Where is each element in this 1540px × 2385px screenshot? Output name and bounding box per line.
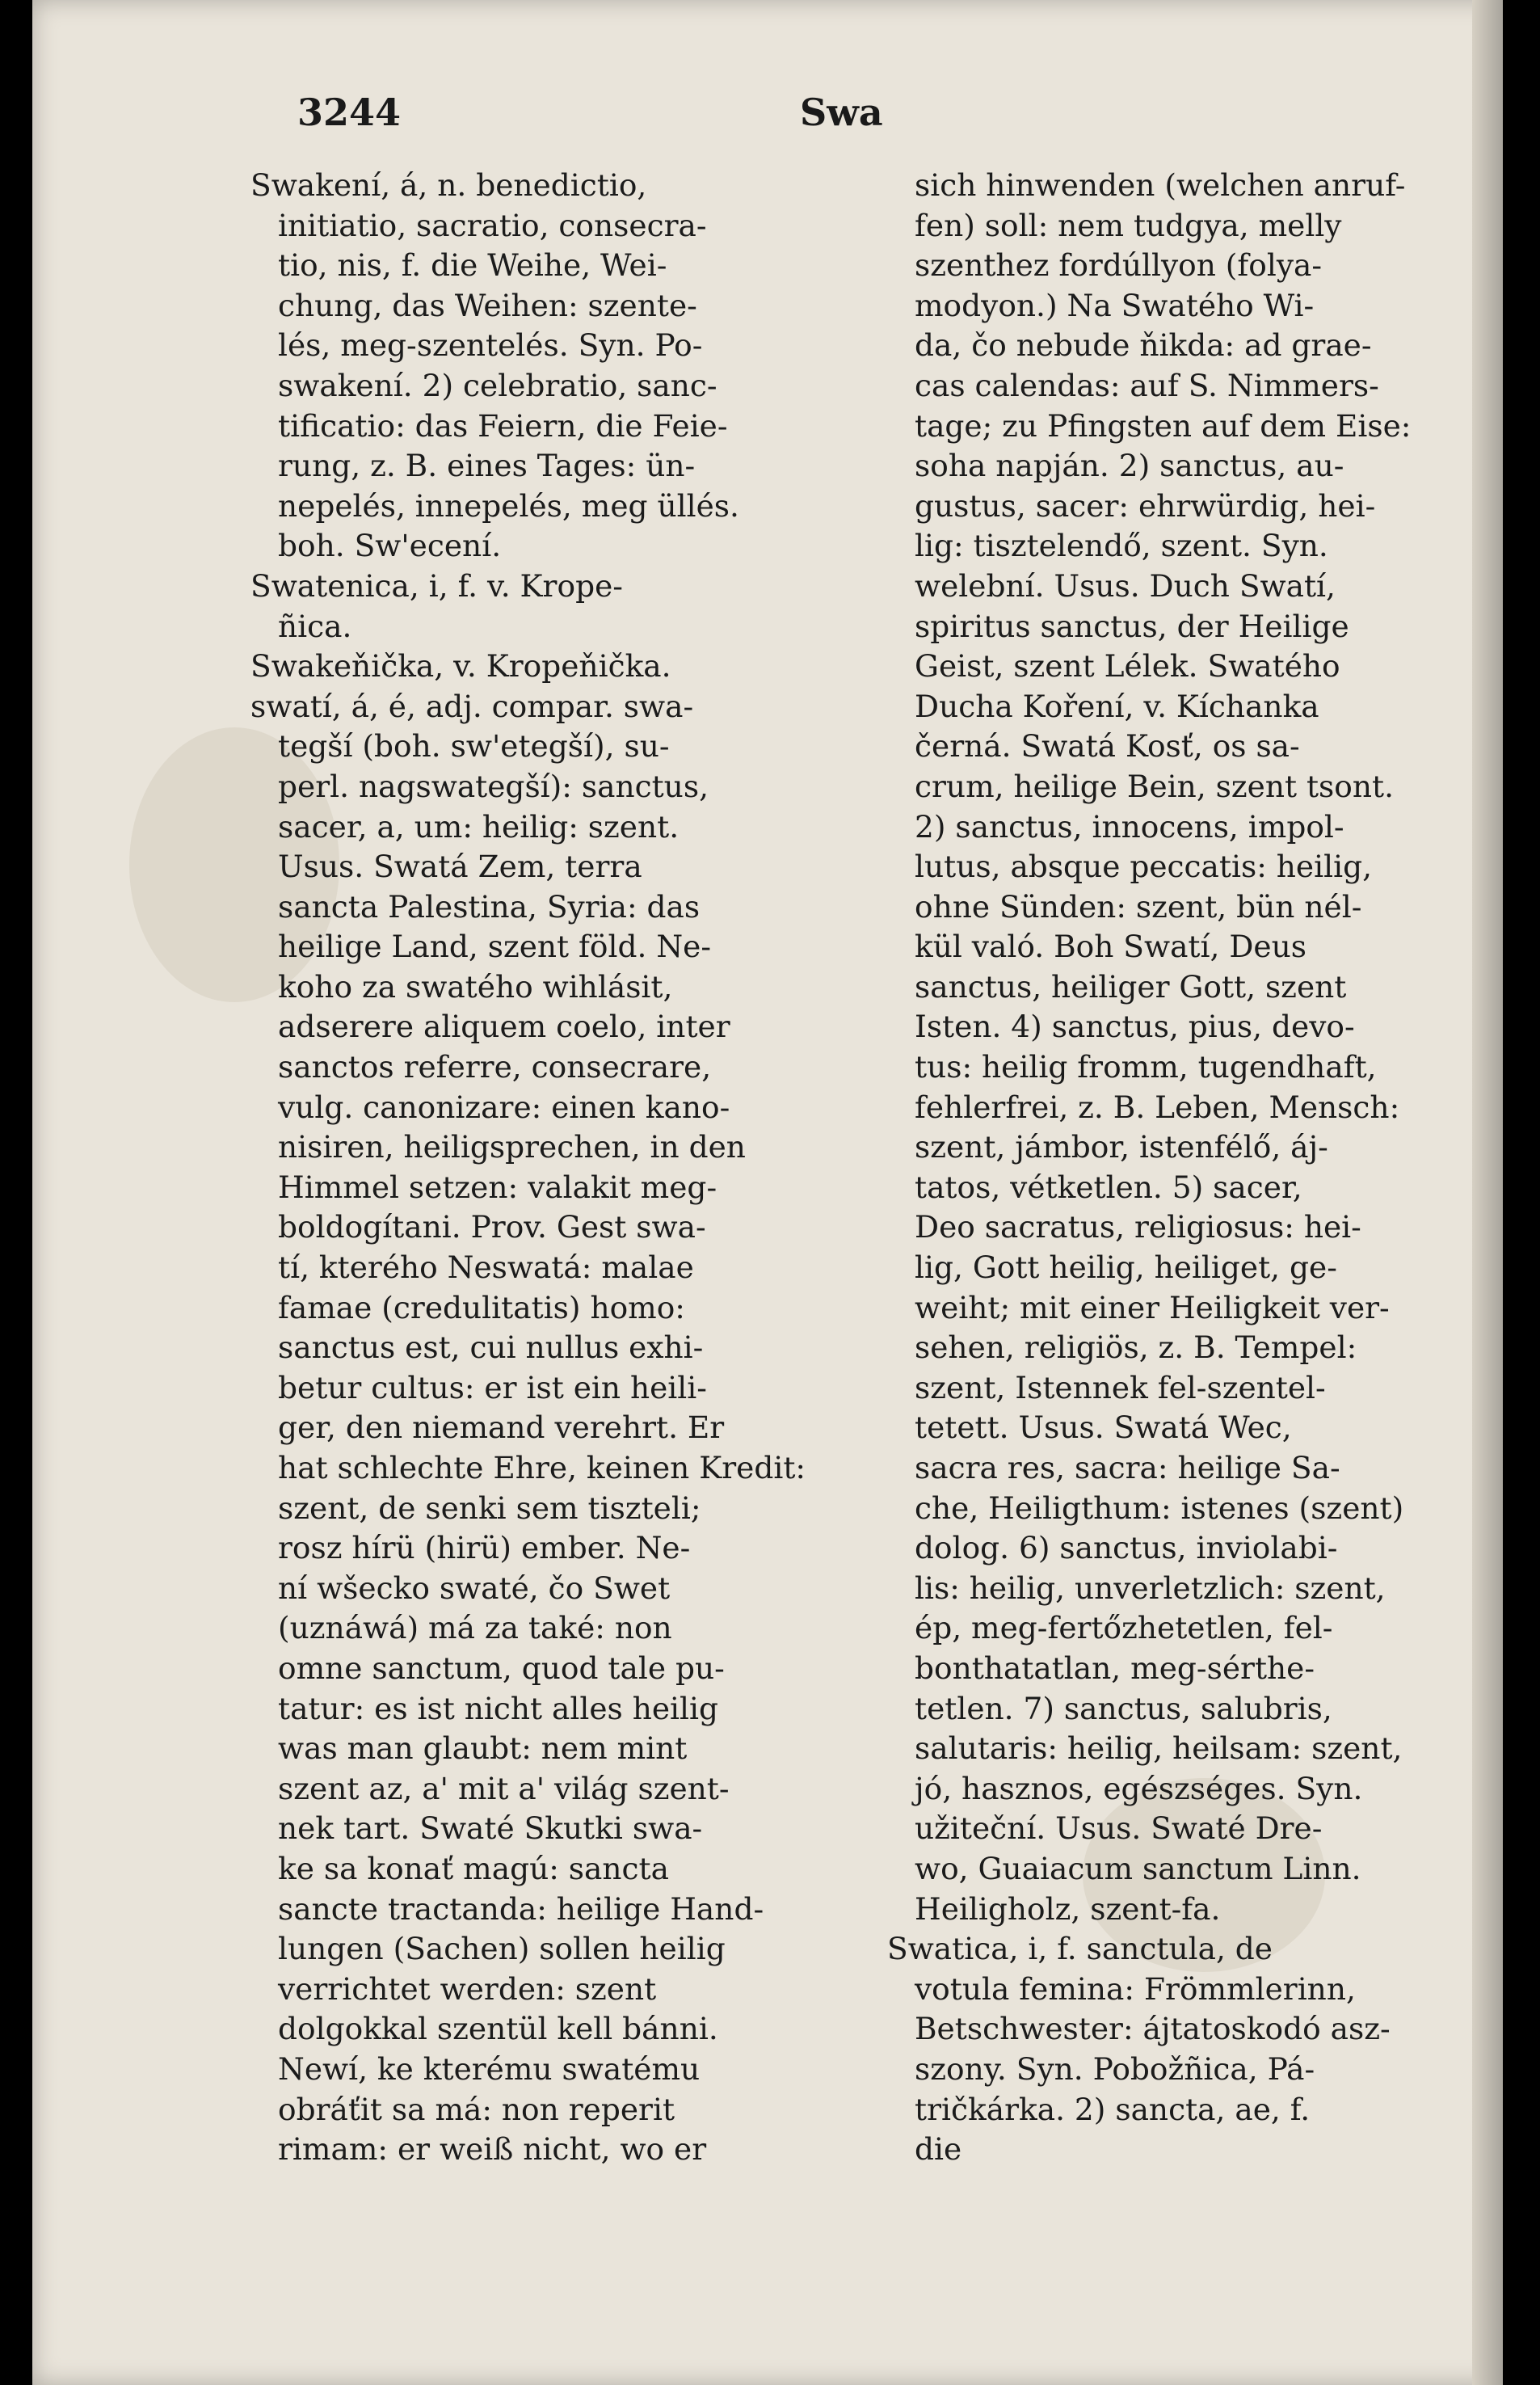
text-line: ger, den niemand verehrt. Er — [278, 1410, 725, 1446]
text-line: Swatenica, i, f. v. Krope- — [250, 567, 623, 604]
text-line: heilige Land, szent föld. Ne- — [278, 929, 712, 965]
text-line: sancta Palestina, Syria: das — [278, 888, 701, 925]
text-line: cas calendas: auf S. Nimmers- — [915, 367, 1379, 403]
text-line: boldogítani. Prov. Gest swa- — [278, 1209, 706, 1245]
text-line: tí, kterého Neswatá: malae — [278, 1249, 694, 1286]
text-line: tage; zu Pfingsten auf dem Eise: — [915, 407, 1412, 444]
text-line: 2) sanctus, innocens, impol- — [915, 808, 1344, 845]
text-line: ní wšecko swaté, čo Swet — [278, 1570, 671, 1606]
text-line: Usus. Swatá Zem, terra — [278, 849, 642, 885]
text-line: sanctus est, cui nullus exhi- — [278, 1329, 704, 1366]
text-line: černá. Swatá Kosť, os sa- — [915, 728, 1300, 765]
text-line: nek tart. Swaté Skutki swa- — [278, 1810, 703, 1847]
text-line: ép, meg-fertőzhetetlen, fel- — [915, 1610, 1333, 1646]
text-line: lis: heilig, unverletzlich: szent, — [915, 1570, 1386, 1606]
text-line: szent, de senki sem tiszteli; — [278, 1490, 701, 1526]
right-column — [887, 166, 1469, 2170]
text-line: szenthez fordúllyon (folya- — [915, 247, 1323, 284]
text-line: wo, Guaiacum sanctum Linn. — [915, 1850, 1361, 1886]
page-number: 3244 — [297, 91, 402, 134]
text-line: spiritus sanctus, der Heilige — [915, 608, 1349, 644]
text-line: Ducha Koření, v. Kíchanka — [915, 688, 1319, 724]
text-line: adserere aliquem coelo, inter — [278, 1009, 730, 1045]
text-line: sacer, a, um: heilig: szent. — [278, 808, 680, 845]
text-line: fehlerfrei, z. B. Leben, Mensch: — [915, 1089, 1400, 1125]
text-line: gustus, sacer: ehrwürdig, hei- — [915, 487, 1376, 524]
text-line: modyon.) Na Swatého Wi- — [915, 287, 1315, 323]
text-line: szony. Syn. Pobožñica, Pá- — [915, 2050, 1315, 2087]
text-line: kül való. Boh Swatí, Deus — [915, 929, 1306, 965]
text-line: fen) soll: nem tudgya, melly — [915, 207, 1342, 243]
text-line: sich hinwenden (welchen anruf- — [915, 167, 1406, 203]
text-line: tričkárka. 2) sancta, ae, f. — [915, 2091, 1311, 2127]
text-line: che, Heiligthum: istenes (szent) — [915, 1490, 1404, 1526]
text-line: obráťit sa má: non reperit — [278, 2091, 675, 2127]
text-line: betur cultus: er ist ein heili- — [278, 1369, 707, 1405]
text-line: boh. Sw'ecení. — [278, 528, 502, 564]
text-line: chung, das Weihen: szente- — [278, 287, 697, 323]
text-line: weiht; mit einer Heiligkeit ver- — [915, 1289, 1390, 1325]
text-line: lungen (Sachen) sollen heilig — [278, 1931, 726, 1967]
text-line: die — [915, 2131, 962, 2168]
text-line: szent az, a' mit a' világ szent- — [278, 1770, 730, 1806]
text-line: verrichtet werden: szent — [278, 1970, 657, 2007]
text-line: welební. Usus. Duch Swatí, — [915, 567, 1336, 604]
text-line: jó, hasznos, egészséges. Syn. — [915, 1770, 1363, 1806]
text-line: soha napján. 2) sanctus, au- — [915, 448, 1344, 484]
text-line: tetett. Usus. Swatá Wec, — [915, 1410, 1292, 1446]
text-line: tatos, vétketlen. 5) sacer, — [915, 1169, 1302, 1205]
text-line: tetlen. 7) sanctus, salubris, — [915, 1690, 1332, 1726]
text-line: tatur: es ist nicht alles heilig — [278, 1690, 719, 1726]
text-line: (uznáwá) má za také: non — [278, 1610, 672, 1646]
text-line: swakení. 2) celebratio, sanc- — [278, 367, 717, 403]
text-line: sanctus, heiliger Gott, szent — [915, 968, 1347, 1005]
page-edge — [1472, 0, 1503, 2385]
text-line: tificatio: das Feiern, die Feie- — [278, 407, 728, 444]
text-line: sehen, religiös, z. B. Tempel: — [915, 1329, 1357, 1366]
text-line: rimam: er weiß nicht, wo er — [278, 2131, 707, 2168]
text-line: nepelés, innepelés, meg üllés. — [278, 487, 739, 524]
text-line: nisiren, heiligsprechen, in den — [278, 1129, 746, 1165]
left-column — [250, 166, 832, 2170]
text-line: Swakení, á, n. benedictio, — [250, 167, 647, 203]
text-line: ke sa konať magú: sancta — [278, 1850, 669, 1886]
text-line: sacra res, sacra: heilige Sa- — [915, 1450, 1340, 1485]
text-line: tegší (boh. sw'etegší), su- — [278, 728, 670, 765]
text-line: vulg. canonizare: einen kano- — [278, 1089, 730, 1125]
text-line: koho za swatého wihlásit, — [278, 968, 673, 1005]
text-line: dolgokkal szentül kell bánni. — [278, 2011, 718, 2047]
text-line: szent, Istennek fel-szentel- — [915, 1369, 1326, 1405]
text-line: salutaris: heilig, heilsam: szent, — [915, 1730, 1403, 1767]
text-line: was man glaubt: nem mint — [278, 1730, 688, 1767]
text-line: Newí, ke kterému swatému — [278, 2050, 701, 2087]
text-line: votula femina: Frömmlerinn, — [915, 1970, 1356, 2007]
text-line: tus: heilig fromm, tugendhaft, — [915, 1049, 1377, 1085]
text-line: ñica. — [278, 608, 352, 644]
text-line: rosz hírü (hirü) ember. Ne- — [278, 1530, 691, 1566]
text-line: Geist, szent Lélek. Swatého — [915, 648, 1340, 685]
dictionary-page — [32, 0, 1503, 2385]
text-line: lés, meg-szentelés. Syn. Po- — [278, 327, 703, 364]
text-line: tio, nis, f. die Weihe, Wei- — [278, 247, 667, 284]
text-line: perl. nagswategší): sanctus, — [278, 768, 709, 804]
text-line: Swatica, i, f. sanctula, de — [887, 1931, 1273, 1967]
running-head: Swa — [800, 91, 883, 134]
text-line: da, čo nebude ňikda: ad grae- — [915, 327, 1372, 364]
text-line: Heiligholz, szent-fa. — [915, 1890, 1221, 1927]
text-line: sancte tractanda: heilige Hand- — [278, 1890, 764, 1927]
text-line: ohne Sünden: szent, bün nél- — [915, 888, 1362, 925]
text-line: Betschwester: ájtatoskodó asz- — [915, 2011, 1391, 2047]
text-line: Deo sacratus, religiosus: hei- — [915, 1209, 1361, 1245]
text-line: omne sanctum, quod tale pu- — [278, 1650, 725, 1686]
text-line: dolog. 6) sanctus, inviolabi- — [915, 1530, 1338, 1566]
text-line: lig: tisztelendő, szent. Syn. — [915, 528, 1328, 564]
text-line: swatí, á, é, adj. compar. swa- — [250, 688, 694, 724]
text-line: Himmel setzen: valakit meg- — [278, 1169, 717, 1205]
text-line: hat schlechte Ehre, keinen Kredit: — [278, 1450, 806, 1485]
text-line: lutus, absque peccatis: heilig, — [915, 849, 1372, 885]
text-line: bonthatatlan, meg-sérthe- — [915, 1650, 1315, 1686]
text-line: užiteční. Usus. Swaté Dre- — [915, 1810, 1323, 1847]
text-line: Isten. 4) sanctus, pius, devo- — [915, 1009, 1355, 1045]
text-line: Swakeňička, v. Kropeňička. — [250, 648, 671, 685]
text-line: sanctos referre, consecrare, — [278, 1049, 712, 1085]
text-line: famae (credulitatis) homo: — [278, 1289, 685, 1325]
text-line: szent, jámbor, istenfélő, áj- — [915, 1129, 1328, 1165]
text-line: rung, z. B. eines Tages: ün- — [278, 448, 696, 484]
text-line: lig, Gott heilig, heiliget, ge- — [915, 1249, 1337, 1286]
text-line: crum, heilige Bein, szent tsont. — [915, 768, 1395, 804]
text-line: initiatio, sacratio, consecra- — [278, 207, 707, 243]
